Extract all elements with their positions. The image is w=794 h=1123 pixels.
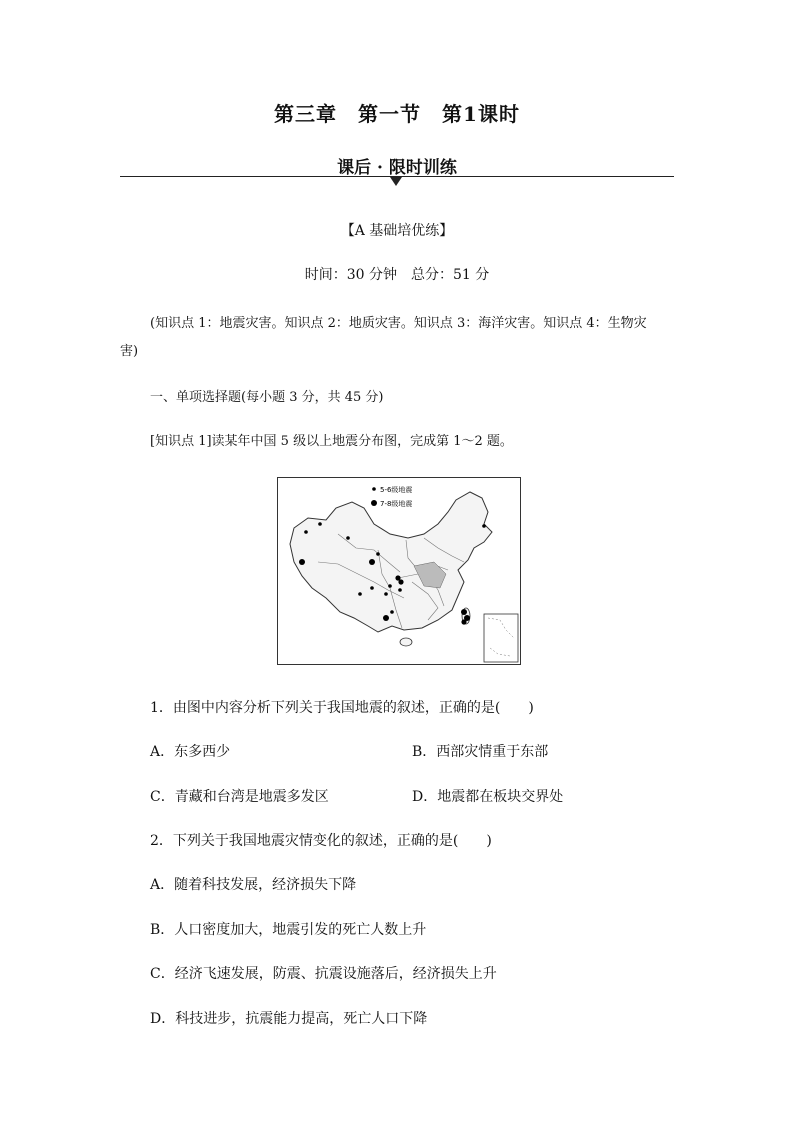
question-2-option-c: C．经济飞速发展，防震、抗震设施落后，经济损失上升	[150, 966, 497, 982]
quake-dot	[384, 592, 388, 596]
legend-label-large: 7-8级地震	[380, 500, 413, 508]
question-1-option-b: B．西部灾情重于东部	[412, 744, 549, 760]
quake-dot	[388, 584, 392, 588]
quake-dot	[346, 536, 350, 540]
question-1-option-a: A．东多西少	[150, 744, 231, 760]
legend-small-dot-icon	[372, 487, 376, 491]
knowledge-note-line2: 害)	[120, 344, 139, 359]
legend-large-dot-icon	[371, 500, 377, 506]
part-one-heading: 一、单项选择题(每小题 3 分，共 45 分)	[150, 390, 384, 405]
quake-dot-large	[398, 579, 403, 584]
question-1-option-d: D．地震都在板块交界处	[412, 789, 564, 805]
quake-dot	[358, 592, 362, 596]
part-one-intro: [知识点 1]读某年中国 5 级以上地震分布图，完成第 1～2 题。	[150, 434, 513, 449]
quake-dot-large	[383, 615, 389, 621]
divider-triangle-icon	[390, 177, 402, 186]
earthquake-distribution-map	[277, 477, 521, 665]
question-1-option-c: C．青藏和台湾是地震多发区	[150, 789, 329, 805]
quake-dot-large	[299, 559, 305, 565]
time-info: 时间：30 分钟 总分：51 分	[304, 267, 490, 283]
quake-dot-large	[369, 559, 375, 565]
legend-label-small: 5-6级地震	[380, 486, 413, 494]
section-heading: 【A 基础培优练】	[340, 223, 454, 239]
page-title: 第三章 第一节 第1课时	[274, 102, 520, 126]
page-subtitle: 课后 · 限时训练	[337, 158, 457, 178]
knowledge-note-line1: (知识点 1：地震灾害。知识点 2：地质灾害。知识点 3：海洋灾害。知识点 4：生物灾	[150, 316, 647, 331]
quake-dot-large	[461, 619, 466, 624]
quake-dot	[390, 610, 394, 614]
question-2-stem: 2．下列关于我国地震灾情变化的叙述，正确的是( )	[150, 833, 492, 849]
question-1-stem: 1．由图中内容分析下列关于我国地震的叙述，正确的是( )	[150, 700, 534, 716]
quake-dot	[398, 588, 402, 592]
quake-dot-large	[461, 609, 467, 615]
quake-dot	[376, 552, 380, 556]
question-2-option-d: D．科技进步，抗震能力提高，死亡人口下降	[150, 1011, 428, 1027]
quake-dot	[482, 524, 486, 528]
quake-dot	[318, 522, 322, 526]
hainan-outline	[400, 638, 412, 646]
question-2-option-b: B．人口密度加大，地震引发的死亡人数上升	[150, 922, 427, 938]
quake-dot	[370, 586, 374, 590]
question-2-option-a: A．随着科技发展，经济损失下降	[150, 877, 357, 893]
quake-dot	[304, 530, 308, 534]
china-map-graphic	[278, 478, 520, 664]
